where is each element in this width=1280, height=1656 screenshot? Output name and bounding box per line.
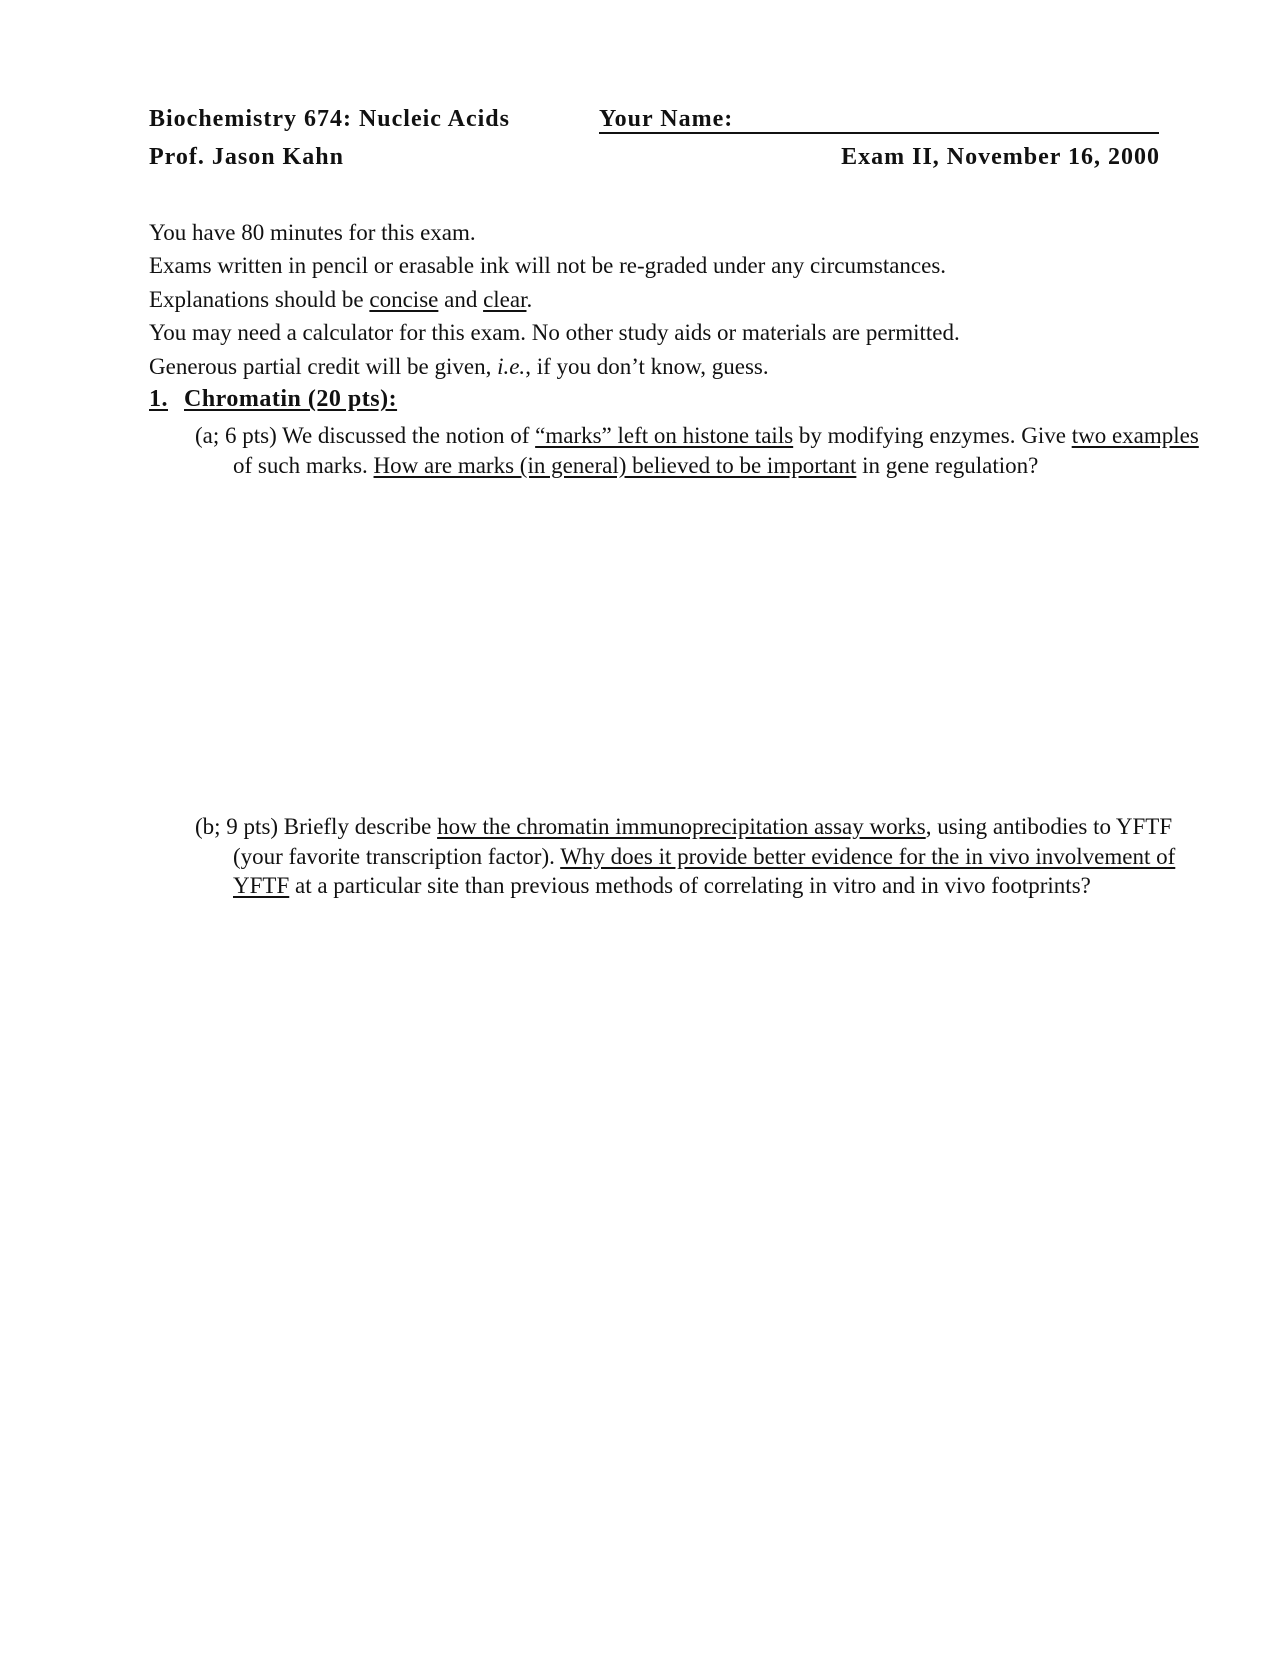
your-name-field[interactable] — [599, 106, 1159, 134]
clear-word: clear — [483, 286, 527, 312]
instruction-explanations — [149, 283, 960, 316]
question-1b — [195, 812, 1203, 901]
professor-name: Prof. Jason Kahn — [149, 144, 344, 170]
question-text: in gene regulation? — [856, 452, 1039, 478]
question-1-heading — [149, 386, 397, 413]
question-text: , using antibodies to YFTF (your favorite transcription factor). — [233, 814, 1173, 869]
instruction-credit — [149, 350, 960, 383]
instruction-time: You have 80 minutes for this exam. — [149, 220, 476, 245]
exam-instructions — [149, 216, 960, 383]
concise-word: concise — [369, 286, 439, 312]
question-text: of such marks. — [233, 452, 374, 478]
instruction-ink: Exams written in pencil or erasable ink will not be re-graded under any circumstances. — [149, 253, 947, 279]
question-text: at a particular site than previous methods of correlating in vitro and in vivo footprints? — [289, 873, 1091, 898]
question-number: 1. — [149, 386, 168, 412]
question-title: Chromatin (20 pts): — [184, 386, 398, 412]
instruction-calculator: You may need a calculator for this exam. No other study aids or materials are permitted. — [149, 320, 960, 346]
question-emphasis: Why does it provide better evidence for the in vivo involvement of YFTF — [233, 843, 1176, 898]
instruction-text: , if you don’t know, guess. — [525, 353, 769, 379]
ie-abbrev: i.e. — [497, 353, 526, 379]
question-1a — [195, 421, 1203, 480]
question-emphasis: two examples — [1071, 423, 1199, 448]
question-text: (a; 6 pts) We discussed the notion of — [195, 423, 536, 448]
question-text: by modifying enzymes. Give — [793, 423, 1072, 448]
question-text: (b; 9 pts) Briefly describe — [195, 814, 438, 839]
instruction-text: Explanations should be — [149, 286, 370, 312]
exam-date: Exam II, November 16, 2000 — [841, 144, 1160, 170]
question-emphasis: “marks” left on histone tails — [535, 423, 794, 448]
instruction-text: and — [438, 286, 484, 312]
question-emphasis: how the chromatin immunoprecipitation assay works — [437, 814, 926, 839]
your-name-label: Your Name: — [599, 106, 734, 132]
course-title: Biochemistry 674: Nucleic Acids — [149, 106, 510, 132]
instruction-text: . — [526, 286, 533, 312]
instruction-text: Generous partial credit will be given, — [149, 353, 498, 379]
question-emphasis: How are marks (in general) believed to be important — [373, 452, 857, 478]
